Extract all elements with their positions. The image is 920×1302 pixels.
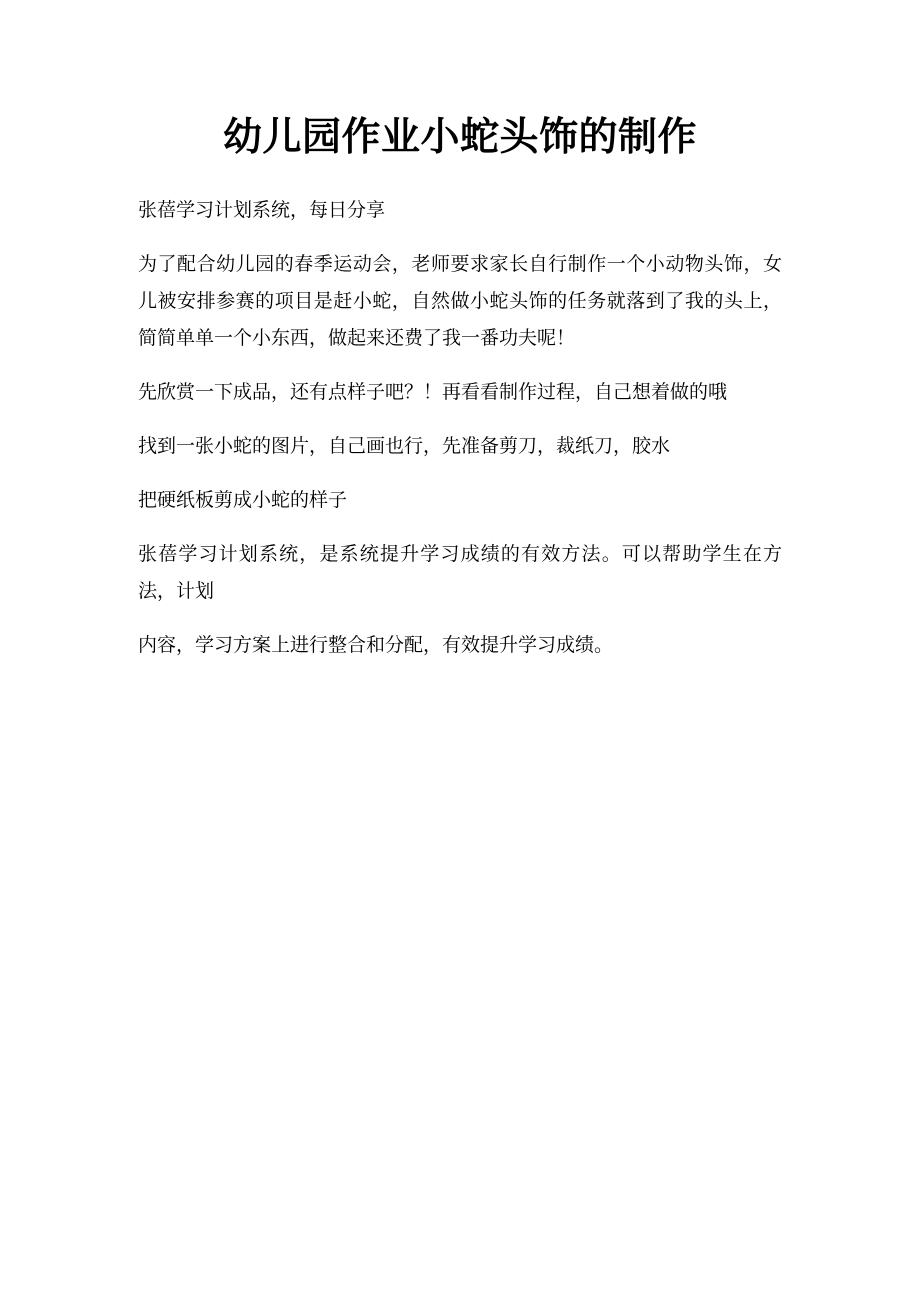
paragraph-intro: 张蓓学习计划系统，每日分享 bbox=[138, 199, 386, 221]
paragraph-preview: 先欣赏一下成品，还有点样子吧？！再看看制作过程，自己想着做的哦 bbox=[138, 381, 728, 403]
document-title: 幼儿园作业小蛇头饰的制作 bbox=[222, 114, 697, 160]
paragraph-step-cut: 把硬纸板剪成小蛇的样子 bbox=[138, 489, 348, 511]
document-body bbox=[138, 192, 782, 664]
paragraph-materials: 找到一张小蛇的图片，自己画也行，先准备剪刀，裁纸刀，胶水 bbox=[138, 435, 671, 457]
paragraph-system-description: 张蓓学习计划系统，是系统提升学习成绩的有效方法。可以帮助学生在方法，计划 bbox=[138, 543, 782, 602]
paragraph-system-benefit: 内容，学习方案上进行整合和分配，有效提升学习成绩。 bbox=[138, 634, 614, 656]
paragraph-background: 为了配合幼儿园的春季运动会，老师要求家长自行制作一个小动物头饰，女儿被安排参赛的项目是赶小蛇，自然做小蛇头饰的任务就落到了我的头上，简简单单一个小东西，做起来还费了我一番功夫呢！ bbox=[138, 253, 782, 349]
